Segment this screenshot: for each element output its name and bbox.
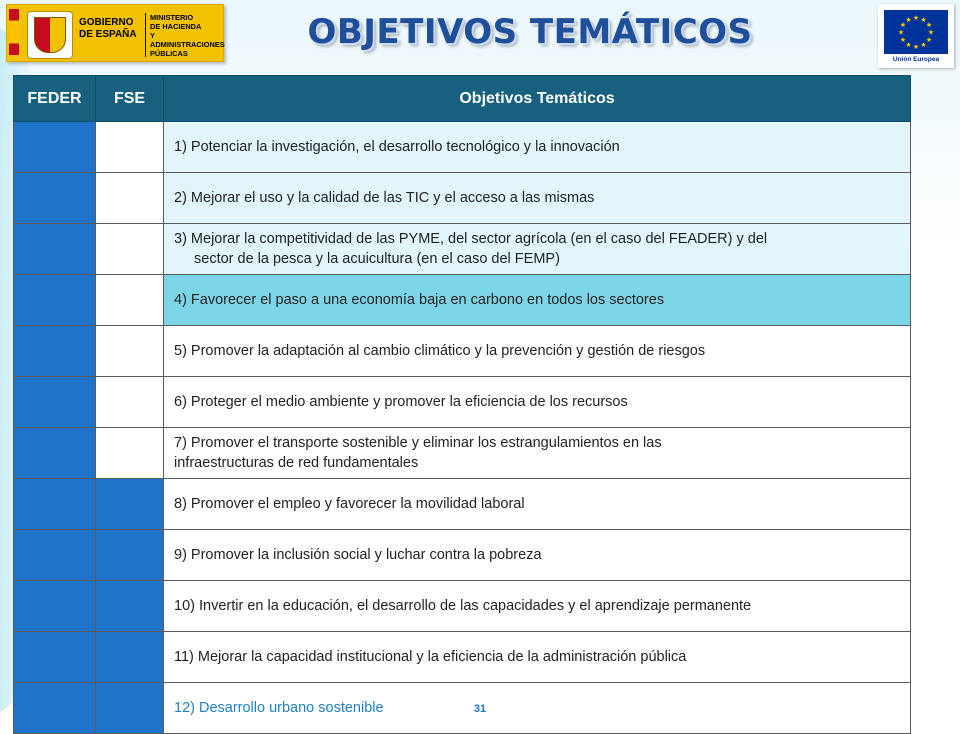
eu-caption: Unión Europea	[892, 56, 940, 63]
table-header-row	[14, 76, 911, 122]
objective-cell	[164, 326, 911, 377]
svg-text:★: ★	[897, 28, 905, 37]
objective-cell	[164, 173, 911, 224]
svg-text:★: ★	[925, 36, 933, 44]
ministry-line: PÚBLICAS	[150, 49, 188, 58]
fse-cell	[96, 632, 164, 683]
table-row	[14, 581, 911, 632]
feder-cell	[14, 581, 96, 632]
svg-text:★: ★	[927, 28, 935, 37]
svg-text:★: ★	[920, 41, 927, 49]
objective-cell	[164, 377, 911, 428]
table-row	[14, 377, 911, 428]
ministry-line: Y ADMINISTRACIONES	[150, 31, 225, 49]
table-row	[14, 173, 911, 224]
objective-text: 11) Mejorar la capacidad institucional y la eficiencia de la administración pública	[174, 649, 687, 665]
union-europea-logo	[878, 4, 954, 68]
feder-cell	[14, 275, 96, 326]
ministry-line: MINISTERIO	[150, 13, 194, 22]
fse-cell	[96, 173, 164, 224]
table-row	[14, 326, 911, 377]
fse-cell	[96, 581, 164, 632]
objective-text-continued: sector de la pesca y la acuicultura (en el caso del FEMP)	[194, 251, 560, 267]
feder-cell	[14, 479, 96, 530]
table-row	[14, 632, 911, 683]
fse-cell	[96, 275, 164, 326]
feder-cell	[14, 632, 96, 683]
page-title: OBJETIVOS TEMÁTICOS	[307, 12, 753, 52]
svg-text:★: ★	[912, 43, 920, 51]
fse-cell	[96, 224, 164, 275]
feder-column-header: FEDER	[14, 76, 96, 122]
page-number: 31	[473, 703, 487, 715]
objective-cell	[164, 530, 911, 581]
table-row	[14, 530, 911, 581]
objective-text: 10) Invertir en la educación, el desarrollo de las capacidades y el aprendizaje permanente	[174, 598, 752, 614]
fse-cell	[96, 122, 164, 173]
feder-cell	[14, 530, 96, 581]
fse-cell	[96, 530, 164, 581]
objective-cell	[164, 275, 911, 326]
objective-cell	[164, 632, 911, 683]
svg-text:★: ★	[899, 36, 907, 44]
feder-cell	[14, 122, 96, 173]
feder-cell	[14, 173, 96, 224]
objective-cell	[164, 122, 911, 173]
feder-cell	[14, 428, 96, 479]
svg-text:★: ★	[925, 21, 933, 29]
table-body	[14, 122, 911, 734]
objectives-table	[13, 75, 911, 734]
fse-cell	[96, 326, 164, 377]
objective-cell	[164, 428, 911, 479]
objective-text: 7) Promover el transporte sostenible y eliminar los estrangulamientos en las	[174, 435, 662, 451]
objective-cell	[164, 479, 911, 530]
table-row	[14, 479, 911, 530]
feder-cell	[14, 326, 96, 377]
svg-text:★: ★	[899, 21, 907, 29]
fse-cell	[96, 479, 164, 530]
gov-name-line2: DE ESPAÑA	[79, 29, 137, 40]
svg-text:★: ★	[912, 14, 920, 22]
fse-column-header: FSE	[96, 76, 164, 122]
objective-text: 6) Proteger el medio ambiente y promover la eficiencia de los recursos	[174, 394, 628, 410]
svg-text:★: ★	[905, 41, 912, 49]
table-row	[14, 275, 911, 326]
objective-text-continued: infraestructuras de red fundamentales	[174, 455, 419, 471]
objective-text: 12) Desarrollo urbano sostenible	[174, 700, 384, 716]
table-row	[14, 122, 911, 173]
objective-text: 3) Mejorar la competitividad de las PYME, del sector agrícola (en el caso del FEADER) y del	[174, 231, 768, 247]
ministry-line: DE HACIENDA	[150, 22, 202, 31]
objective-text: 9) Promover la inclusión social y luchar contra la pobreza	[174, 547, 542, 563]
fse-cell	[96, 377, 164, 428]
svg-text:★: ★	[920, 16, 927, 24]
objective-text: 5) Promover la adaptación al cambio climático y la prevención y gestión de riesgos	[174, 343, 706, 359]
feder-cell	[14, 224, 96, 275]
objective-text: 2) Mejorar el uso y la calidad de las TIC y el acceso a las mismas	[174, 190, 595, 206]
table-row	[14, 224, 911, 275]
objective-text: 4) Favorecer el paso a una economía baja en carbono en todos los sectores	[174, 292, 665, 308]
table-row	[14, 428, 911, 479]
objective-text: 8) Promover el empleo y favorecer la movilidad laboral	[174, 496, 525, 512]
eu-flag-icon	[884, 10, 948, 54]
objective-cell	[164, 224, 911, 275]
objective-text: 1) Potenciar la investigación, el desarrollo tecnológico y la innovación	[174, 139, 620, 155]
gov-name-line1: GOBIERNO	[79, 17, 134, 28]
feder-cell	[14, 377, 96, 428]
objectives-column-header: Objetivos Temáticos	[164, 76, 911, 122]
fse-cell	[96, 428, 164, 479]
objective-cell	[164, 581, 911, 632]
svg-text:★: ★	[905, 16, 912, 24]
